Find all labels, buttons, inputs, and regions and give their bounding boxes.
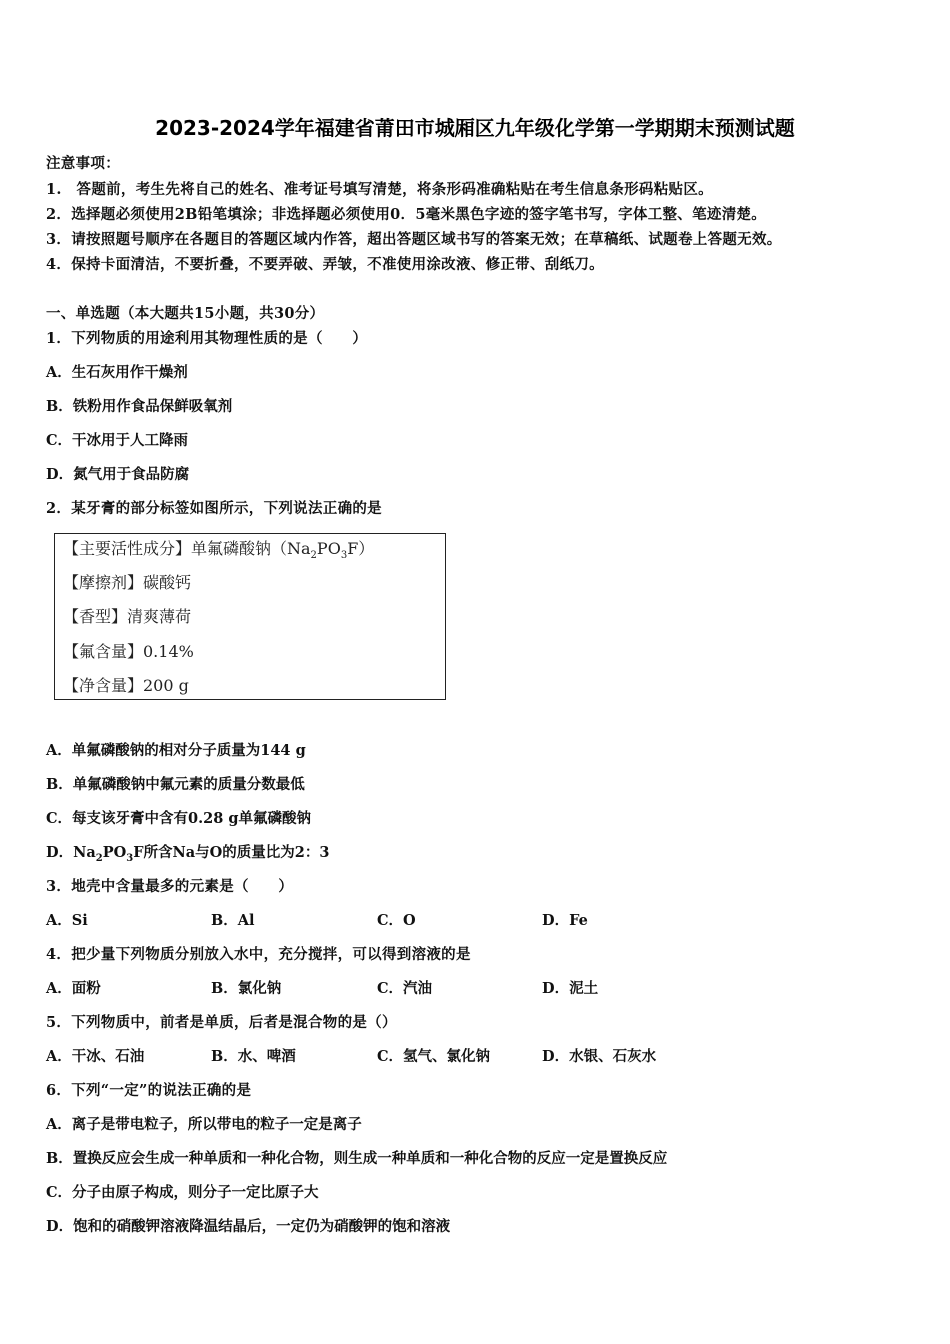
q5-option-c: C．氢气、氯化钠 (377, 1048, 491, 1065)
q3-option-a: A．Si (46, 912, 88, 929)
q2-option-d: D．$Na_2PO_3F$所含Na与O的质量比为2：3 (46, 844, 330, 864)
q5-option-b: B．水、啤酒 (211, 1048, 296, 1065)
label-line-net-weight: 【净含量】200 g (63, 676, 189, 695)
label-line-flavor: 【香型】清爽薄荷 (63, 607, 192, 626)
q5-option-a: A．干冰、石油 (46, 1048, 145, 1065)
q2-option-c: C．每支该牙膏中含有0.28 g单氟磷酸钠 (46, 810, 312, 827)
q6-option-d: D．饱和的硝酸钾溶液降温结晶后，一定仍为硝酸钾的饱和溶液 (46, 1218, 451, 1235)
toothpaste-label-box (54, 533, 446, 700)
label-line-fluorine: 【氟含量】0.14% (63, 642, 194, 661)
q2-option-b: B．单氟磷酸钠中氟元素的质量分数最低 (46, 776, 305, 793)
notice-item-2: 2．选择题必须使用2B铅笔填涂；非选择题必须使用0．5毫米黑色字迹的签字笔书写，字体工整、笔迹清楚。 (46, 206, 767, 223)
q1-option-b: B．铁粉用作食品保鲜吸氧剂 (46, 398, 233, 415)
q3-option-c: C．O (377, 912, 416, 929)
question-2-stem: 2．某牙膏的部分标签如图所示，下列说法正确的是 (46, 500, 382, 517)
q4-option-a: A．面粉 (46, 980, 101, 997)
notice-item-3: 3．请按照题号顺序在各题目的答题区域内作答，超出答题区域书写的答案无效；在草稿纸、试题卷上答题无效。 (46, 231, 782, 248)
section-heading: 一、单选题（本大题共15小题，共30分） (46, 305, 325, 322)
q4-option-c: C．汽油 (377, 980, 433, 997)
notice-item-1: 1. 答题前，考生先将自己的姓名、准考证号填写清楚，将条形码准确粘贴在考生信息条形码粘贴区。 (46, 181, 713, 198)
label-line-ingredient: 【主要活性成分】单氟磷酸钠$(Na_2PO_3F)$ (63, 539, 375, 562)
q4-option-b: B．氯化钠 (211, 980, 282, 997)
question-4-stem: 4．把少量下列物质分别放入水中，充分搅拌，可以得到溶液的是 (46, 946, 471, 963)
notice-heading: 注意事项： (46, 155, 120, 172)
q2-option-a: A．单氟磷酸钠的相对分子质量为144 g (46, 742, 306, 759)
notice-item-4: 4．保持卡面清洁，不要折叠，不要弄破、弄皱，不准使用涂改液、修正带、刮纸刀。 (46, 256, 604, 273)
question-6-stem: 6．下列“一定”的说法正确的是 (46, 1082, 252, 1099)
q6-option-c: C．分子由原子构成，则分子一定比原子大 (46, 1184, 319, 1201)
question-1-stem: 1．下列物质的用途利用其物理性质的是（ ） (46, 330, 368, 347)
q6-option-a: A．离子是带电粒子，所以带电的粒子一定是离子 (46, 1116, 362, 1133)
q1-option-c: C．干冰用于人工降雨 (46, 432, 189, 449)
q5-option-d: D．水银、石灰水 (542, 1048, 657, 1065)
page-title: 2023-2024学年福建省莆田市城厢区九年级化学第一学期期末预测试题 (155, 116, 795, 140)
question-3-stem: 3．地壳中含量最多的元素是（ ） (46, 878, 294, 895)
q6-option-b: B．置换反应会生成一种单质和一种化合物，则生成一种单质和一种化合物的反应一定是置换反应 (46, 1150, 668, 1167)
q1-option-d: D．氮气用于食品防腐 (46, 466, 190, 483)
q4-option-d: D．泥土 (542, 980, 599, 997)
q3-option-b: B．Al (211, 912, 255, 929)
q1-option-a: A．生石灰用作干燥剂 (46, 364, 188, 381)
question-5-stem: 5．下列物质中，前者是单质，后者是混合物的是（） (46, 1014, 397, 1031)
q3-option-d: D．Fe (542, 912, 588, 929)
label-line-abrasive: 【摩擦剂】碳酸钙 (63, 573, 192, 592)
